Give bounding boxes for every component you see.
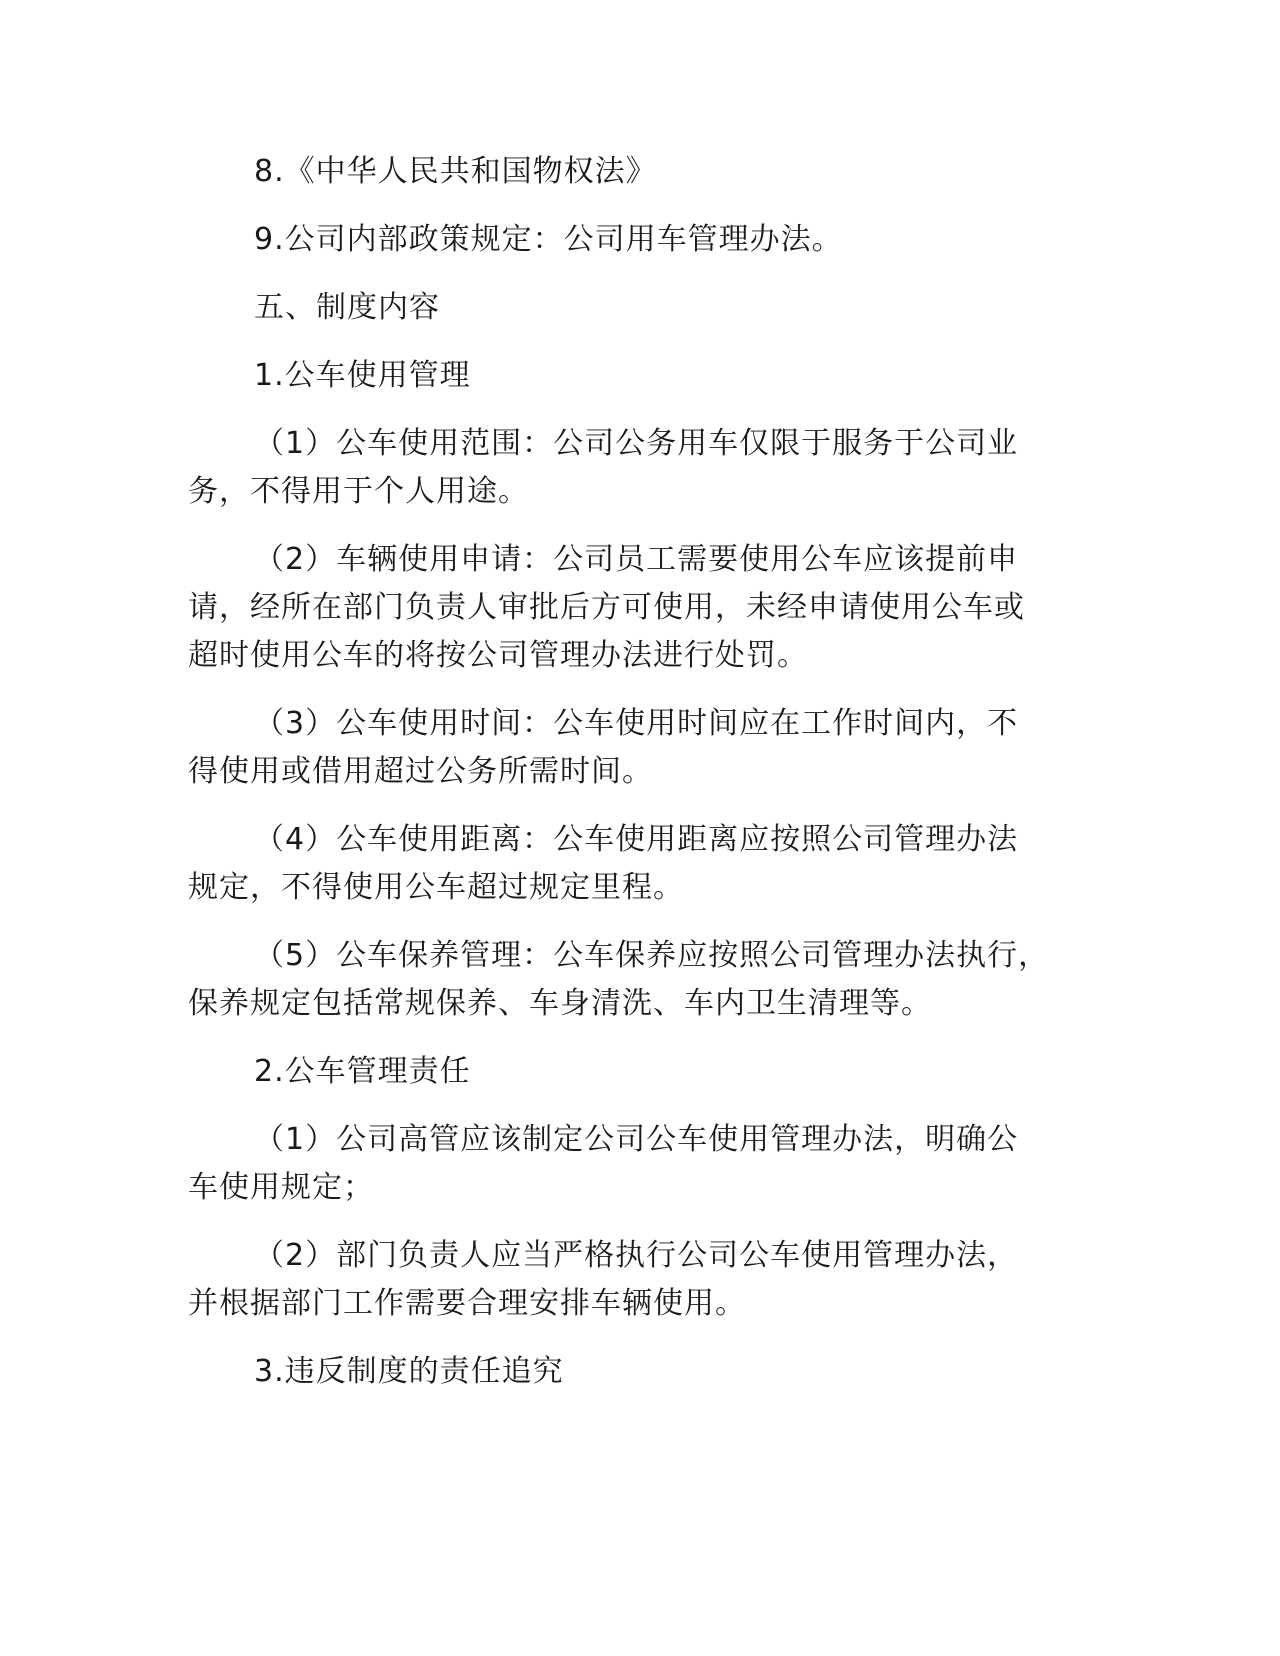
paragraph-1-1-line-2: 务，不得用于个人用途。 <box>188 474 529 509</box>
paragraph-1-3-line-2: 得使用或借用超过公务所需时间。 <box>188 754 653 789</box>
paragraph-2-1-line-1: （1）公司高管应该制定公司公车使用管理办法，明确公 <box>254 1122 1019 1157</box>
subsection-heading-1: 1.公车使用管理 <box>254 358 471 393</box>
law-item-8: 8.《中华人民共和国物权法》 <box>254 154 657 189</box>
paragraph-2-2-line-1: （2）部门负责人应当严格执行公司公车使用管理办法， <box>254 1238 1019 1273</box>
paragraph-1-2-line-1: （2）车辆使用申请：公司员工需要使用公车应该提前申 <box>254 542 1019 577</box>
paragraph-2-2-line-2: 并根据部门工作需要合理安排车辆使用。 <box>188 1286 746 1321</box>
paragraph-2-1-line-2: 车使用规定； <box>188 1170 374 1205</box>
paragraph-1-2-line-3: 超时使用公车的将按公司管理办法进行处罚。 <box>188 638 808 673</box>
paragraph-1-5-line-1: （5）公车保养管理：公车保养应按照公司管理办法执行， <box>254 938 1050 973</box>
paragraph-1-4-line-2: 规定，不得使用公车超过规定里程。 <box>188 870 684 905</box>
paragraph-1-3-line-1: （3）公车使用时间：公车使用时间应在工作时间内，不 <box>254 706 1019 741</box>
subsection-heading-2: 2.公车管理责任 <box>254 1054 471 1089</box>
paragraph-1-4-line-1: （4）公车使用距离：公车使用距离应按照公司管理办法 <box>254 822 1019 857</box>
section-heading-5: 五、制度内容 <box>254 290 440 325</box>
subsection-heading-3: 3.违反制度的责任追究 <box>254 1354 564 1389</box>
paragraph-1-1-line-1: （1）公车使用范围：公司公务用车仅限于服务于公司业 <box>254 426 1019 461</box>
policy-item-9: 9.公司内部政策规定：公司用车管理办法。 <box>254 222 843 257</box>
paragraph-1-2-line-2: 请，经所在部门负责人审批后方可使用，未经申请使用公车或 <box>188 590 1025 625</box>
paragraph-1-5-line-2: 保养规定包括常规保养、车身清洗、车内卫生清理等。 <box>188 986 932 1021</box>
